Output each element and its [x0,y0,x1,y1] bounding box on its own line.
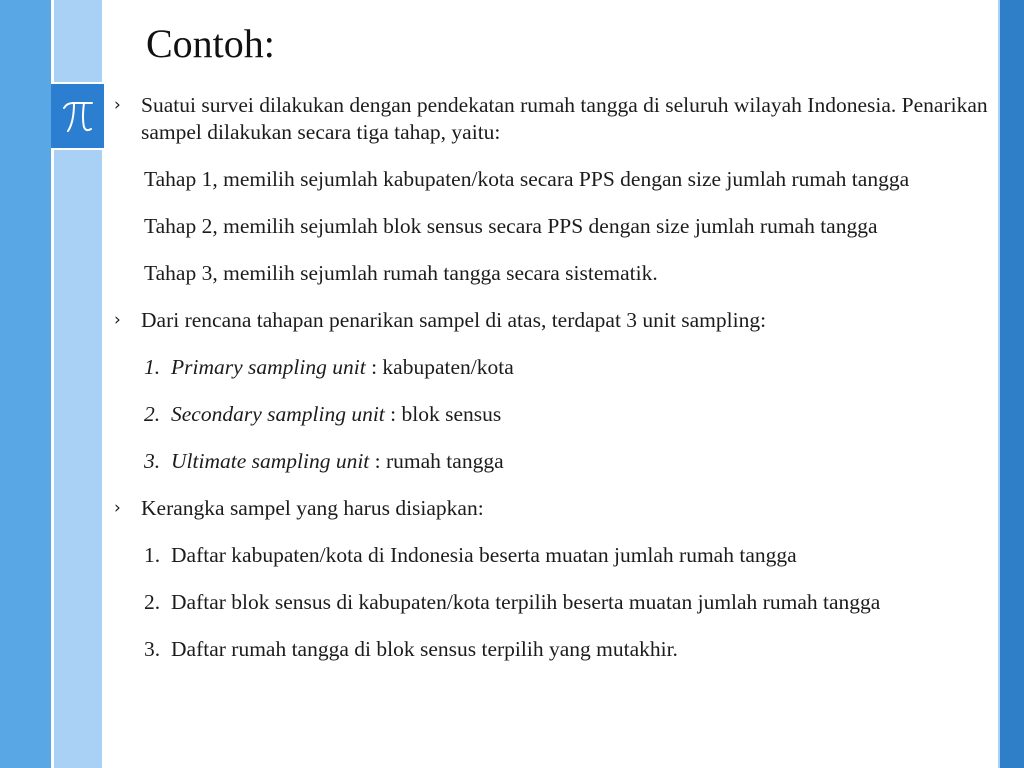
bullet-sampling-frame [114,495,1009,522]
list-item-text: Daftar kabupaten/kota di Indonesia beserta muatan jumlah rumah tangga [171,543,797,567]
bullet-text: Kerangka sampel yang harus disiapkan: [141,496,484,520]
list-item-frame-1 [144,542,1009,569]
list-item-text [171,401,1009,428]
pi-icon-box [51,82,104,150]
list-item-secondary-unit [144,401,1009,428]
list-item-text [171,448,1009,475]
bullet-text: Dari rencana tahapan penarikan sampel di atas, terdapat 3 unit sampling: [141,308,767,332]
list-item-ultimate-unit [144,448,1009,475]
unit-term: Primary sampling unit [171,355,366,379]
unit-term: Ultimate sampling unit [171,449,370,473]
list-number: 3. [144,637,161,661]
bullet-text: Suatui survei dilakukan dengan pendekatan rumah tangga di seluruh wilayah Indonesia. Penarikan sampel dilakukan secara tiga tahap, yaitu: [141,93,988,144]
left-outer-stripe [0,0,51,768]
list-number: 2. [144,402,161,426]
slide-content [114,92,1009,683]
pi-icon [61,96,95,136]
list-item-frame-3 [144,636,1009,663]
bullet-chevron-icon: › [114,498,121,518]
slide-title: Contoh: [146,21,275,66]
list-number: 1. [144,543,161,567]
unit-description: : rumah tangga [369,449,504,473]
list-item-frame-2 [144,589,1009,616]
unit-description: : kabupaten/kota [365,355,514,379]
unit-description: : blok sensus [384,402,502,426]
bullet-chevron-icon: › [114,95,121,115]
bullet-sampling-units [114,307,1009,334]
list-number: 1. [144,355,161,379]
list-number: 2. [144,590,161,614]
stage-2-text: Tahap 2, memilih sejumlah blok sensus secara PPS dengan size jumlah rumah tangga [144,214,878,238]
stage-3-text: Tahap 3, memilih sejumlah rumah tangga secara sistematik. [144,261,658,285]
bullet-chevron-icon: › [114,310,121,330]
list-item-text [171,354,1009,381]
list-item-primary-unit [144,354,1009,381]
bullet-survey-description [114,92,1009,146]
stage-1-text: Tahap 1, memilih sejumlah kabupaten/kota secara PPS dengan size jumlah rumah tangga [144,167,910,191]
unit-term: Secondary sampling unit [171,402,385,426]
list-item-text: Daftar blok sensus di kabupaten/kota terpilih beserta muatan jumlah rumah tangga [171,590,881,614]
list-number: 3. [144,449,161,473]
list-item-text: Daftar rumah tangga di blok sensus terpilih yang mutakhir. [171,637,678,661]
